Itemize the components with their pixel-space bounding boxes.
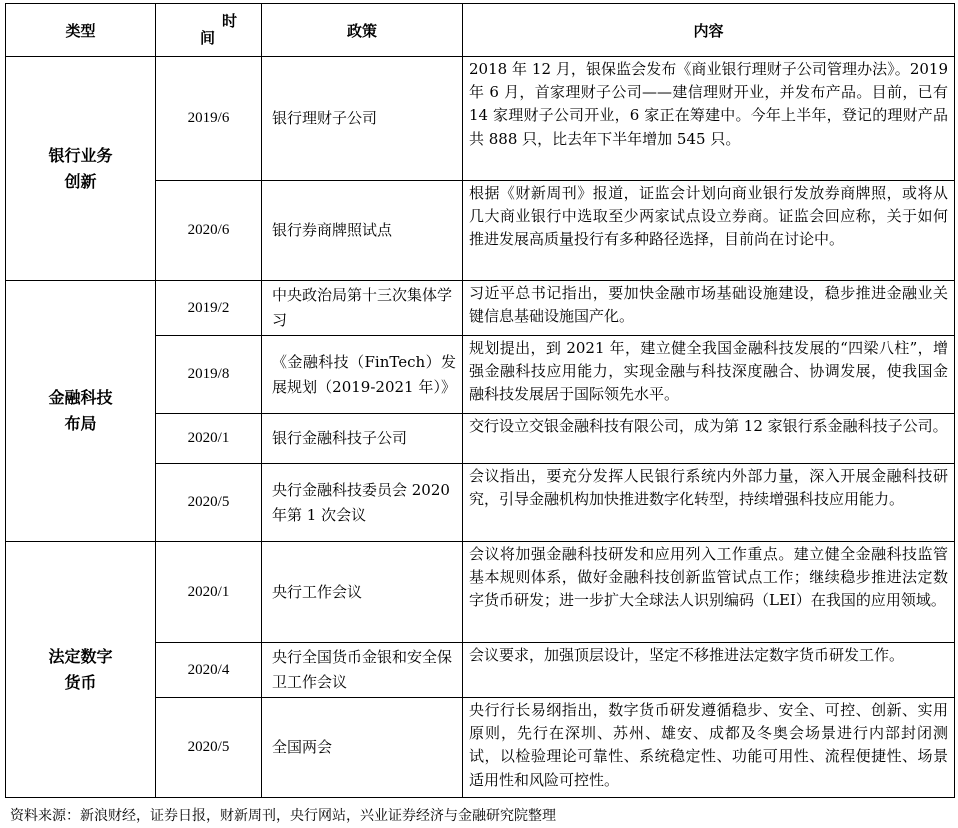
row-policy: 央行全国货币金银和安全保卫工作会议 (262, 643, 463, 698)
row-date: 2019/8 (156, 336, 262, 414)
header-policy: 政策 (262, 4, 463, 57)
header-content: 内容 (463, 4, 955, 57)
row-date: 2019/6 (156, 57, 262, 181)
row-content: 2018 年 12 月，银保监会发布《商业银行理财子公司管理办法》。2019 年 6 月，首家理财子公司——建信理财开业，并发布产品。目前，已有 14 家理财子公司开业，6 家正在筹建中。今年上半年，登记的理财产品共 888 只，比去年下半年增加 545 只。 (463, 57, 955, 181)
row-policy: 央行金融科技委员会 2020 年第 1 次会议 (262, 464, 463, 542)
type-fintech-layout: 金融科技布局 (6, 281, 156, 542)
row-policy: 《金融科技（FinTech）发展规划（2019-2021 年）》 (262, 336, 463, 414)
row-policy: 银行金融科技子公司 (262, 414, 463, 464)
header-row (6, 4, 955, 57)
row-date: 2019/2 (156, 281, 262, 336)
header-time (156, 4, 262, 57)
row-content: 交行设立交银金融科技有限公司，成为第 12 家银行系金融科技子公司。 (463, 414, 955, 464)
row-content: 会议要求，加强顶层设计，坚定不移推进法定数字货币研发工作。 (463, 643, 955, 698)
policy-table (5, 3, 955, 798)
table-row (6, 57, 955, 181)
type-bank-innovation: 银行业务创新 (6, 57, 156, 281)
header-type: 类型 (6, 4, 156, 57)
row-date: 2020/1 (156, 542, 262, 643)
header-time-bottom: 间 (199, 29, 215, 47)
row-content: 会议将加强金融科技研发和应用列入工作重点。建立健全金融科技监管基本规则体系，做好金融科技创新监管试点工作；继续稳步推进法定数字货币研发；进一步扩大全球法人识别编码（LEI）在我国的应用领域。 (463, 542, 955, 643)
row-content: 根据《财新周刊》报道，证监会计划向商业银行发放券商牌照，或将从几大商业银行中选取至少两家试点设立券商。证监会回应称，关于如何推进发展高质量投行有多种路径选择，目前尚在讨论中。 (463, 181, 955, 281)
row-content: 会议指出，要充分发挥人民银行系统内外部力量，深入开展金融科技研究，引导金融机构加快推进数字化转型，持续增强科技应用能力。 (463, 464, 955, 542)
type-digital-currency: 法定数字货币 (6, 542, 156, 798)
row-policy: 中央政治局第十三次集体学习 (262, 281, 463, 336)
header-time-top: 时 (221, 12, 237, 30)
row-policy: 银行券商牌照试点 (262, 181, 463, 281)
row-content: 央行行长易纲指出，数字货币研发遵循稳步、安全、可控、创新、实用原则，先行在深圳、苏州、雄安、成都及冬奥会场景进行内部封闭测试，以检验理论可靠性、系统稳定性、功能可用性、流程便捷性、场景适用性和风险可控性。 (463, 698, 955, 798)
row-content: 规划提出，到 2021 年，建立健全我国金融科技发展的“四梁八柱”，增强金融科技应用能力，实现金融与科技深度融合、协调发展，使我国金融科技发展居于国际领先水平。 (463, 336, 955, 414)
row-date: 2020/4 (156, 643, 262, 698)
row-date: 2020/5 (156, 698, 262, 798)
row-date: 2020/5 (156, 464, 262, 542)
table-row (6, 281, 955, 336)
row-date: 2020/6 (156, 181, 262, 281)
row-policy: 银行理财子公司 (262, 57, 463, 181)
row-policy: 全国两会 (262, 698, 463, 798)
table-row (6, 542, 955, 643)
row-date: 2020/1 (156, 414, 262, 464)
source-note: 资料来源：新浪财经，证券日报，财新周刊，央行网站，兴业证券经济与金融研究院整理 (10, 808, 556, 824)
row-content: 习近平总书记指出，要加快金融市场基础设施建设，稳步推进金融业关键信息基础设施国产化。 (463, 281, 955, 336)
row-policy: 央行工作会议 (262, 542, 463, 643)
